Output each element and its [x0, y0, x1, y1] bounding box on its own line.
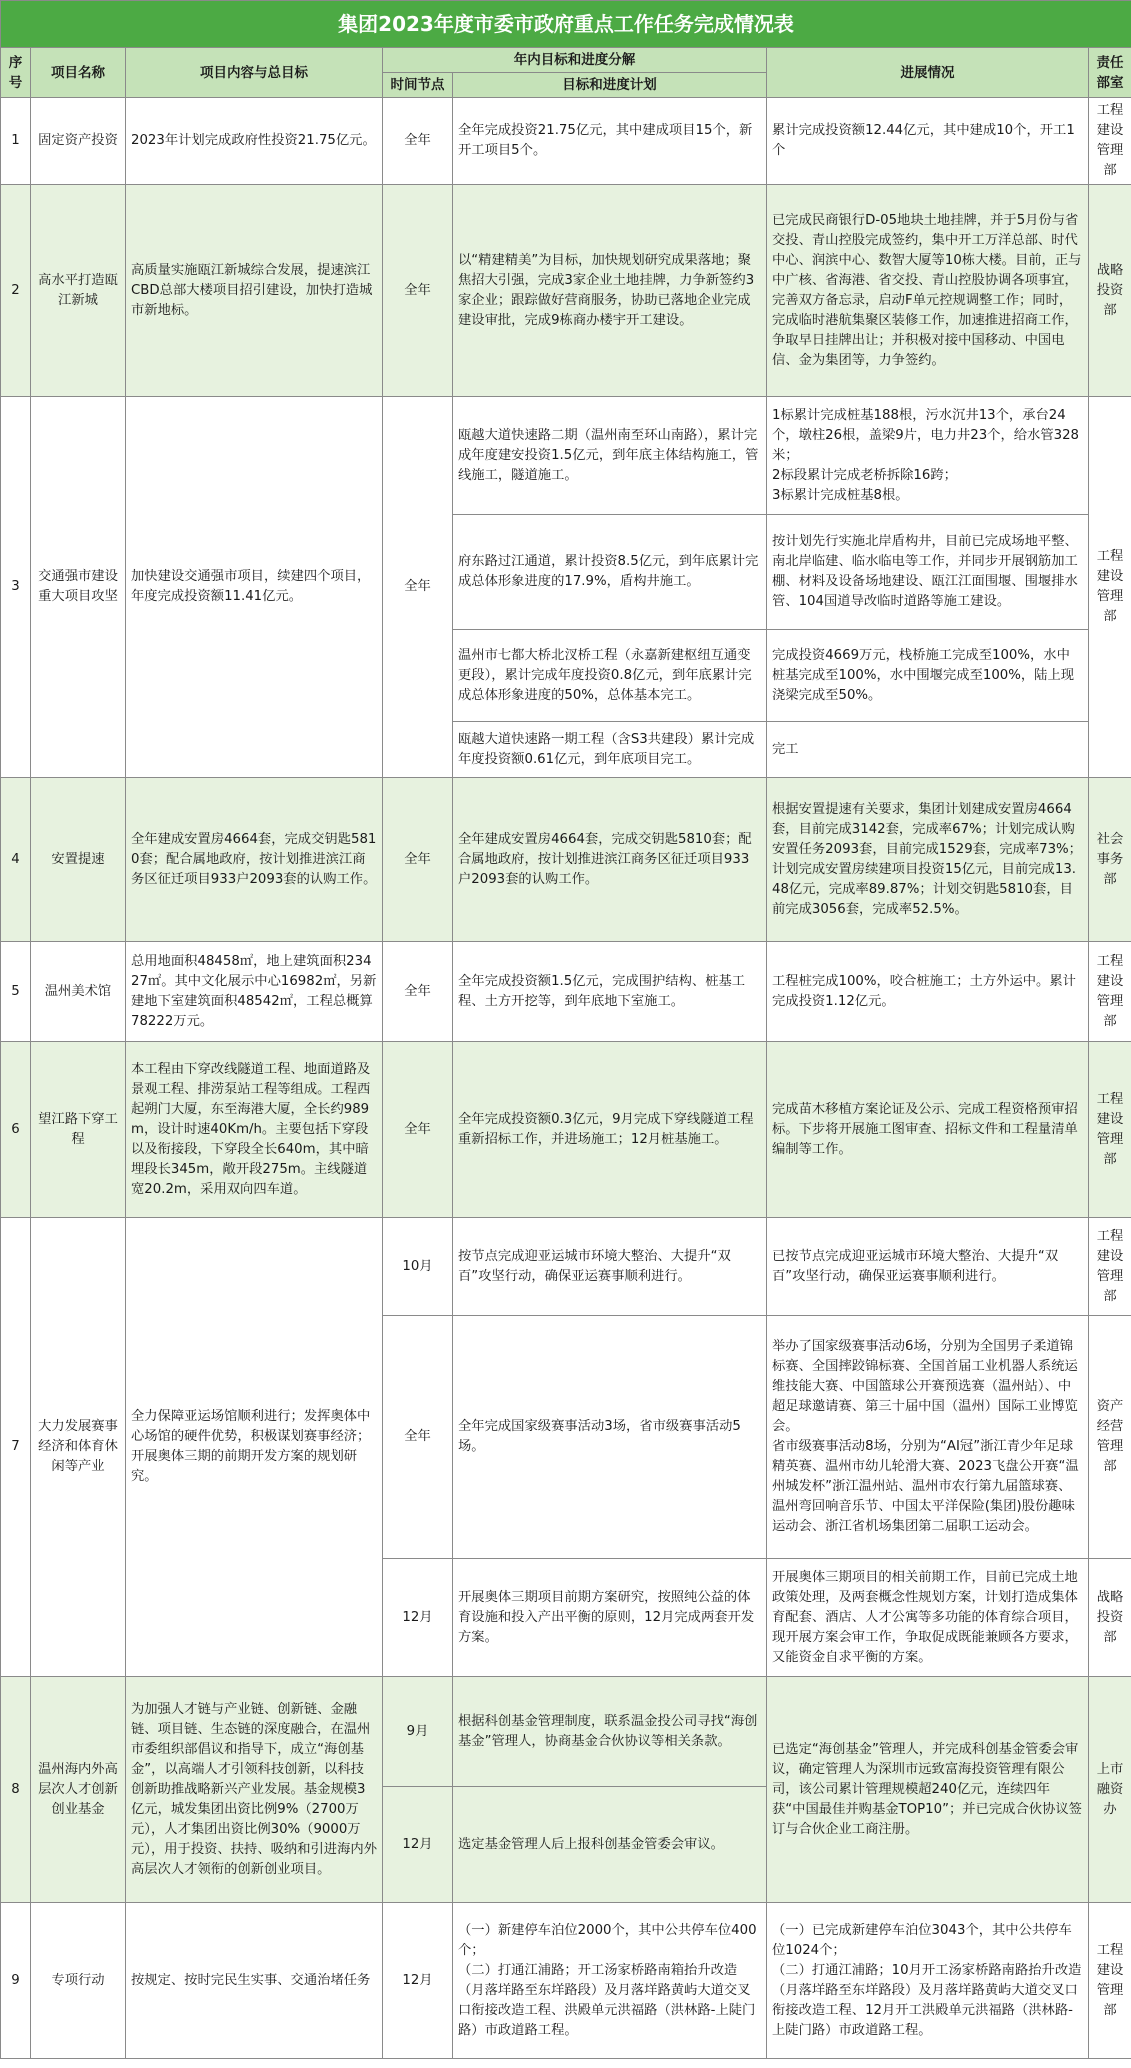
row-progress: 完工 — [767, 722, 1089, 778]
row-dept: 工程建设管理部 — [1089, 1903, 1131, 2059]
row-dept: 工程建设管理部 — [1089, 397, 1131, 778]
row-progress: 根据安置提速有关要求，集团计划建成安置房4664套，目前完成3142套，完成率67%；计划完成认购安置任务2093套，目前完成1529套，完成率73%；计划完成安置房续建项目投资15亿元，目前完成13.48亿元，完成率89.87%；计划交钥匙5810套，目前完成3056套，完成率52.5%。 — [767, 778, 1089, 942]
row-dept: 工程建设管理部 — [1089, 1218, 1131, 1316]
row-time: 全年 — [383, 778, 453, 942]
table-row — [1, 1218, 1131, 1316]
table-row — [1, 397, 1131, 515]
header-seq: 序号 — [1, 48, 31, 98]
header-time: 时间节点 — [383, 73, 453, 98]
row-plan: 全年完成投资21.75亿元，其中建成项目15个，新开工项目5个。 — [453, 98, 767, 185]
row-plan: （一）新建停车泊位2000个，其中公共停车位400个； （二）打通江浦路；开工汤家桥路南箱抬升改造（月落垟路至东垟路段）及月落垟路黄屿大道交叉口衔接改造工程、洪殿单元洪福路（洪林路-上陡门路）市政道路工程。 — [453, 1903, 767, 2059]
table-row — [1, 1677, 1131, 1787]
row-plan: 瓯越大道快速路二期（温州南至环山南路），累计完成年度建安投资1.5亿元，到年底主体结构施工，管线施工，隧道施工。 — [453, 397, 767, 515]
row-seq: 7 — [1, 1218, 31, 1677]
row-dept: 上市融资办 — [1089, 1677, 1131, 1903]
row-time: 全年 — [383, 185, 453, 397]
row-name: 大力发展赛事经济和体育休闲等产业 — [31, 1218, 126, 1677]
row-seq: 1 — [1, 98, 31, 185]
row-content: 高质量实施瓯江新城综合发展，提速滨江CBD总部大楼项目招引建设，加快打造城市新地标。 — [126, 185, 383, 397]
row-plan: 全年完成投资额1.5亿元，完成围护结构、桩基工程、土方开挖等，到年底地下室施工。 — [453, 942, 767, 1042]
row-seq: 9 — [1, 1903, 31, 2059]
row-time: 全年 — [383, 1316, 453, 1559]
row-dept: 战略投资部 — [1089, 1559, 1131, 1677]
row-name: 温州美术馆 — [31, 942, 126, 1042]
table-title: 集团2023年度市委市政府重点工作任务完成情况表 — [1, 1, 1131, 48]
row-dept: 资产经营管理部 — [1089, 1316, 1131, 1559]
row-time: 全年 — [383, 98, 453, 185]
row-seq: 8 — [1, 1677, 31, 1903]
row-dept: 战略投资部 — [1089, 185, 1131, 397]
row-plan: 全年完成国家级赛事活动3场，省市级赛事活动5场。 — [453, 1316, 767, 1559]
row-plan: 选定基金管理人后上报科创基金管委会审议。 — [453, 1787, 767, 1903]
row-name: 固定资产投资 — [31, 98, 126, 185]
table-row — [1, 1042, 1131, 1218]
row-name: 专项行动 — [31, 1903, 126, 2059]
row-seq: 4 — [1, 778, 31, 942]
row-plan: 按节点完成迎亚运城市环境大整治、大提升“双百”攻坚行动，确保亚运赛事顺利进行。 — [453, 1218, 767, 1316]
header-content: 项目内容与总目标 — [126, 48, 383, 98]
row-content: 全年建成安置房4664套，完成交钥匙5810套；配合属地政府，按计划推进滨江商务区征迁项目933户2093套的认购工作。 — [126, 778, 383, 942]
row-dept: 社会事务部 — [1089, 778, 1131, 942]
row-progress: 举办了国家级赛事活动6场，分别为全国男子柔道锦标赛、全国摔跤锦标赛、全国首届工业机器人系统运维技能大赛、中国篮球公开赛预选赛（温州站）、中超足球邀请赛、第三十届中国（温州）国际工业博览会。 省市级赛事活动8场，分别为“AI冠”浙江青少年足球精英赛、温州市幼儿轮滑大赛、2023飞盘公开赛“温州城发杯”浙江温州站、温州市农行第九届篮球赛、温州弯回响音乐节、中国太平洋保险(集团)股份趣味运动会、浙江省机场集团第二届职工运动会。 — [767, 1316, 1089, 1559]
row-progress: 完成苗木移植方案论证及公示、完成工程资格预审招标。下步将开展施工图审查、招标文件和工程量清单编制等工作。 — [767, 1042, 1089, 1218]
row-progress: （一）已完成新建停车泊位3043个，其中公共停车位1024个； （二）打通江浦路；10月开工汤家桥路南路抬升改造（月落垟路至东垟路段）及月落垟路黄屿大道交叉口衔接改造工程、12月开工洪殿单元洪福路（洪林路-上陡门路）市政道路工程。 — [767, 1903, 1089, 2059]
row-name: 安置提速 — [31, 778, 126, 942]
table-row — [1, 778, 1131, 942]
row-time: 12月 — [383, 1787, 453, 1903]
row-time: 全年 — [383, 1042, 453, 1218]
row-name: 高水平打造瓯江新城 — [31, 185, 126, 397]
header-progress: 进展情况 — [767, 48, 1089, 98]
row-dept: 工程建设管理部 — [1089, 98, 1131, 185]
row-progress: 开展奥体三期项目的相关前期工作，目前已完成土地政策处理，及两套概念性规划方案，计划打造成集体育配套、酒店、人才公寓等多功能的体育综合项目，现开展方案会审工作，争取促成既能兼顾各方要求，又能资金自求平衡的方案。 — [767, 1559, 1089, 1677]
row-time: 全年 — [383, 942, 453, 1042]
row-seq: 5 — [1, 942, 31, 1042]
table-row — [1, 942, 1131, 1042]
row-name: 交通强市建设重大项目攻坚 — [31, 397, 126, 778]
row-content: 全力保障亚运场馆顺利进行；发挥奥体中心场馆的硬件优势，积极谋划赛事经济；开展奥体三期的前期开发方案的规划研究。 — [126, 1218, 383, 1677]
table-row — [1, 98, 1131, 185]
row-progress: 完成投资4669万元，栈桥施工完成至100%，水中桩基完成至100%，水中围堰完成至100%，陆上现浇梁完成至50%。 — [767, 630, 1089, 722]
row-progress: 已选定“海创基金”管理人，并完成科创基金管委会审议，确定管理人为深圳市远致富海投资管理有限公司，该公司累计管理规模超240亿元，连续四年获“中国最佳并购基金TOP10”；并已完成合伙协议签订与合伙企业工商注册。 — [767, 1677, 1089, 1903]
row-dept: 工程建设管理部 — [1089, 942, 1131, 1042]
header-annual: 年内目标和进度分解 — [383, 48, 767, 73]
row-plan: 开展奥体三期项目前期方案研究，按照纯公益的体育设施和投入产出平衡的原则，12月完成两套开发方案。 — [453, 1559, 767, 1677]
row-time: 12月 — [383, 1559, 453, 1677]
row-time: 12月 — [383, 1903, 453, 2059]
row-seq: 6 — [1, 1042, 31, 1218]
row-content: 按规定、按时完民生实事、交通治堵任务 — [126, 1903, 383, 2059]
row-plan: 全年完成投资额0.3亿元，9月完成下穿线隧道工程重新招标工作，并进场施工；12月桩基施工。 — [453, 1042, 767, 1218]
row-content: 为加强人才链与产业链、创新链、金融链、项目链、生态链的深度融合，在温州市委组织部倡议和指导下，成立“海创基金”，以高端人才引领科技创新，以科技创新助推战略新兴产业发展。基金规模3亿元，城发集团出资比例9%（2700万元），人才集团出资比例30%（9000万元），用于投资、扶持、吸纳和引进海内外高层次人才领衔的创新创业项目。 — [126, 1677, 383, 1903]
header-dept: 责任部室 — [1089, 48, 1131, 98]
row-plan: 瓯越大道快速路一期工程（含S3共建段）累计完成年度投资额0.61亿元，到年底项目完工。 — [453, 722, 767, 778]
row-progress: 已完成民商银行D-05地块土地挂牌，并于5月份与省交投、青山控股完成签约，集中开工万洋总部、时代中心、润滨中心、数智大厦等10栋大楼。目前，正与中广核、省海港、省交投、青山控股协调各项事宜，完善双方备忘录，启动F单元控规调整工作；同时，完成临时港航集聚区装修工作，加速推进招商工作，争取早日挂牌出让；并积极对接中国移动、中国电信、金为集团等，力争签约。 — [767, 185, 1089, 397]
row-plan: 以“精建精美”为目标，加快规划研究成果落地；聚焦招大引强，完成3家企业土地挂牌，力争新签约3家企业；跟踪做好营商服务，协助已落地企业完成建设审批，完成9栋商办楼宇开工建设。 — [453, 185, 767, 397]
row-time: 9月 — [383, 1677, 453, 1787]
header-plan: 目标和进度计划 — [453, 73, 767, 98]
row-plan: 府东路过江通道，累计投资8.5亿元，到年底累计完成总体形象进度的17.9%，盾构井施工。 — [453, 515, 767, 630]
row-plan: 温州市七都大桥北汊桥工程（永嘉新建枢纽互通变更段），累计完成年度投资0.8亿元，到年底累计完成总体形象进度的50%，总体基本完工。 — [453, 630, 767, 722]
row-progress: 按计划先行实施北岸盾构井，目前已完成场地平整、南北岸临建、临水临电等工作，并同步开展钢筋加工棚、材料及设备场地建设、瓯江江面围堰、围堰排水管、104国道导改临时道路等施工建设。 — [767, 515, 1089, 630]
row-content: 本工程由下穿改线隧道工程、地面道路及景观工程、排涝泵站工程等组成。工程西起朔门大厦，东至海港大厦，全长约989m，设计时速40Km/h。主要包括下穿段以及衔接段，下穿段全长640m，其中暗埋段长345m，敞开段275m。主线隧道宽20.2m，采用双向四车道。 — [126, 1042, 383, 1218]
row-progress: 工程桩完成100%，咬合桩施工；土方外运中。累计完成投资1.12亿元。 — [767, 942, 1089, 1042]
row-progress: 累计完成投资额12.44亿元，其中建成10个，开工1个 — [767, 98, 1089, 185]
row-seq: 3 — [1, 397, 31, 778]
row-plan: 全年建成安置房4664套，完成交钥匙5810套；配合属地政府，按计划推进滨江商务区征迁项目933户2093套的认购工作。 — [453, 778, 767, 942]
row-progress: 已按节点完成迎亚运城市环境大整治、大提升“双百”攻坚行动，确保亚运赛事顺利进行。 — [767, 1218, 1089, 1316]
row-progress: 1标累计完成桩基188根，污水沉井13个，承台24个，墩柱26根，盖梁9片，电力井23个，给水管328米； 2标段累计完成老桥拆除16跨； 3标累计完成桩基8根。 — [767, 397, 1089, 515]
row-time: 全年 — [383, 397, 453, 778]
row-name: 望江路下穿工程 — [31, 1042, 126, 1218]
row-dept: 工程建设管理部 — [1089, 1042, 1131, 1218]
row-content: 加快建设交通强市项目，续建四个项目，年度完成投资额11.41亿元。 — [126, 397, 383, 778]
row-content: 2023年计划完成政府性投资21.75亿元。 — [126, 98, 383, 185]
table-row — [1, 1903, 1131, 2059]
table-row — [1, 185, 1131, 397]
header-name: 项目名称 — [31, 48, 126, 98]
row-time: 10月 — [383, 1218, 453, 1316]
row-plan: 根据科创基金管理制度，联系温金投公司寻找“海创基金”管理人，协商基金合伙协议等相关条款。 — [453, 1677, 767, 1787]
row-seq: 2 — [1, 185, 31, 397]
row-content: 总用地面积48458㎡，地上建筑面积23427㎡。其中文化展示中心16982㎡，另新建地下室建筑面积48542㎡，工程总概算78222万元。 — [126, 942, 383, 1042]
row-name: 温州海内外高层次人才创新创业基金 — [31, 1677, 126, 1903]
